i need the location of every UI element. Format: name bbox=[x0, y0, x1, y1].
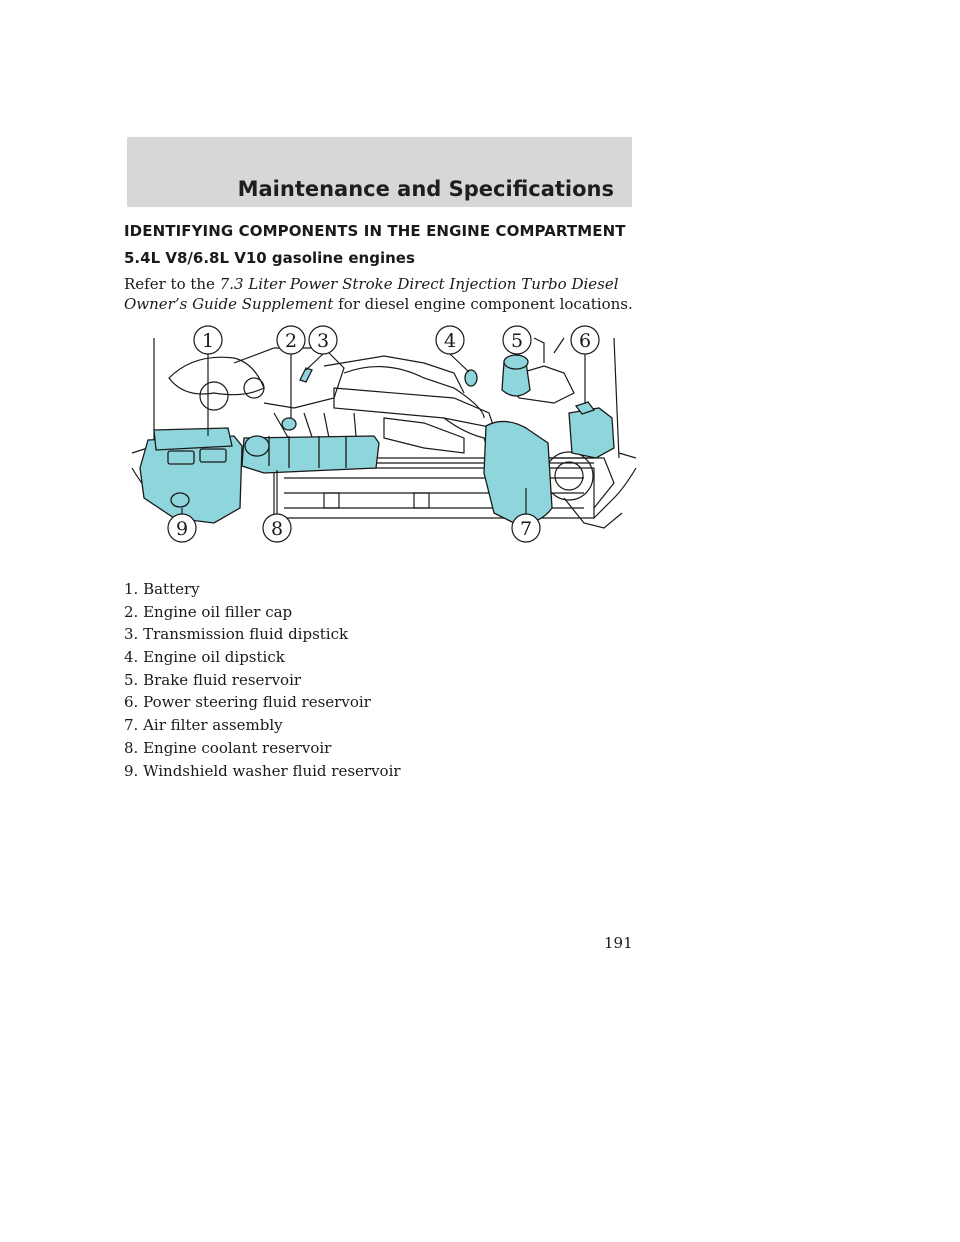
callout-2: 2 bbox=[284, 330, 298, 352]
power-steering-reservoir bbox=[569, 408, 614, 458]
page-content bbox=[124, 222, 644, 782]
battery-terminal-left bbox=[168, 451, 194, 464]
intro-suffix: for diesel engine component locations. bbox=[333, 295, 633, 313]
section-title: Maintenance and Specifications bbox=[237, 177, 614, 201]
engine-subheading: 5.4L V8/6.8L V10 gasoline engines bbox=[124, 249, 415, 267]
callout-3: 3 bbox=[316, 330, 330, 352]
legend-item: 8. Engine coolant reservoir bbox=[124, 738, 332, 757]
highlighted-components bbox=[140, 355, 614, 523]
battery-terminal-right bbox=[200, 449, 226, 462]
engine-compartment-illustration bbox=[124, 318, 644, 574]
callout-8: 8 bbox=[270, 518, 284, 540]
washer-cap bbox=[171, 493, 189, 507]
legend-item: 9. Windshield washer fluid reservoir bbox=[124, 761, 401, 780]
callout-4: 4 bbox=[443, 330, 457, 352]
air-filter-assembly bbox=[484, 421, 552, 523]
brake-fluid-cap bbox=[504, 355, 528, 369]
callout-5: 5 bbox=[510, 330, 524, 352]
legend-item: 4. Engine oil dipstick bbox=[124, 648, 285, 667]
intro-prefix: Refer to the bbox=[124, 275, 220, 293]
page-number: 191 bbox=[604, 934, 633, 952]
transmission-dipstick bbox=[300, 368, 312, 382]
legend-item: 6. Power steering fluid reservoir bbox=[124, 693, 371, 712]
callout-1: 1 bbox=[201, 330, 215, 352]
battery-top bbox=[154, 428, 232, 450]
main-heading: IDENTIFYING COMPONENTS IN THE ENGINE COMPARTMENT bbox=[124, 222, 626, 240]
callout-6: 6 bbox=[578, 330, 592, 352]
oil-filler-cap bbox=[282, 418, 296, 430]
oil-dipstick-handle bbox=[465, 370, 477, 386]
legend-item: 5. Brake fluid reservoir bbox=[124, 670, 302, 689]
callout-7: 7 bbox=[519, 518, 533, 540]
diesel-supplement-title: 7.3 Liter Power Stroke Direct Injection Turbo Diesel Owner’s Guide Supplement bbox=[124, 275, 619, 313]
header-band bbox=[127, 137, 632, 207]
legend-item: 1. Battery bbox=[124, 580, 200, 598]
component-legend bbox=[124, 578, 644, 782]
coolant-cap bbox=[245, 436, 269, 456]
intro-paragraph bbox=[124, 274, 644, 314]
legend-item: 2. Engine oil filler cap bbox=[124, 602, 293, 621]
callout-9: 9 bbox=[175, 518, 189, 540]
legend-item: 3. Transmission fluid dipstick bbox=[124, 625, 349, 644]
engine-diagram bbox=[124, 318, 644, 574]
legend-item: 7. Air filter assembly bbox=[124, 716, 283, 735]
